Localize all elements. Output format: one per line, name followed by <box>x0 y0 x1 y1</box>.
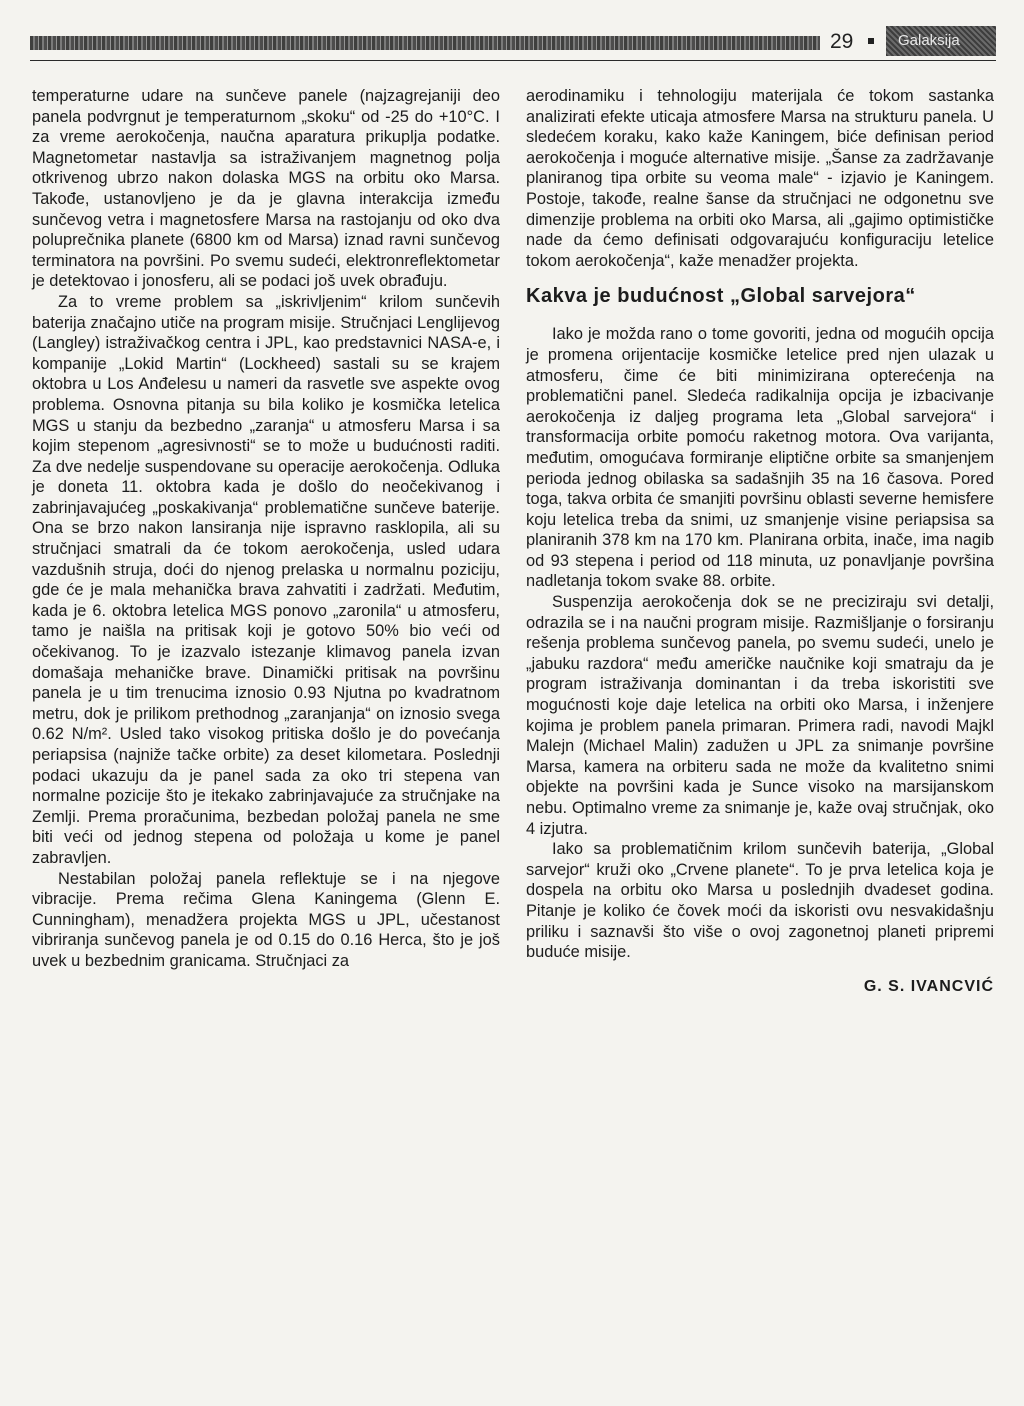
page-number: 29 <box>830 30 854 53</box>
paragraph: Suspenzija aerokočenja dok se ne preciziraju svi detalji, odrazila se i na naučni program misije. Razmišljanje o forsiranju rešenja problema sunčevog panela, po svemu sudeći, unelo je „jabuku razdora“ među američke naučnike koji smatraju da je program istraživanja dominantan i da treba iskoristiti sve mogućnosti koje daje letelica na orbiti oko Marsa, i inženjere kojima je problem panela primaran. Primera radi, navodi Majkl Malejn (Michael Malin) zadužen u JPL za snimanje površine Marsa, kamera na orbiteru sada ne može da kvalitetno snimi objekte na površini kada je Sunce visoko na marsijanskom nebu. Optimalno vreme za snimanje je, kaže ovaj stručnjak, oko 4 izjutra. <box>526 593 994 838</box>
paragraph: aerodinamiku i tehnologiju materijala će tokom sastanka analizirati efekte uticaja atmosfere Marsa na strukturu panela. U sledećem koraku, kako kaže Kaningem, biće definisan period aerokočenja i moguće alternative misije. „Šanse za zadržavanje planiranog tipa orbite su veoma male“ - izjavio je Kaningem. Postoje, takođe, realne šanse da stručnjaci ne odgonetnu sve dimenzije problema na orbiti oko Marsa, ali „gajimo optimističke nade da ćemo definisati odgovarajuću konfiguraciju letelice tokom aerokočenja“, kaže menadžer projekta. <box>526 87 994 270</box>
header-decorative-bar <box>30 36 820 50</box>
right-column <box>526 86 994 997</box>
section-badge: Galaksija <box>886 26 996 56</box>
left-column <box>32 86 500 972</box>
bullet-separator <box>868 38 874 44</box>
section-heading: Kakva je budućnost „Global sarvejora“ <box>526 285 916 308</box>
paragraph: Iako sa problematičnim krilom sunčevih baterija, „Global sarvejor“ kruži oko „Crvene planete“. To je prva letelica koja je dospela na orbitu oko Marsa u poslednjih dvadeset godina. Pitanje je koliko će čovek moći da iskoristi ovu nesvakidašnju priliku i saznavši što više o ovoj zagonetnoj planeti pripremi buduće misije. <box>526 840 994 962</box>
author-byline: G. S. IVANCVIĆ <box>863 977 994 995</box>
paragraph: Nestabilan položaj panela reflektuje se i na njegove vibracije. Prema rečima Glena Kaningema (Glenn E. Cunningham), menadžera projekta MGS u JPL, učestanost vibriranja sunčevog panela je od 0.15 do 0.16 Herca, što je još uvek u bezbednim granicama. Stručnjaci za <box>32 869 500 970</box>
paragraph: Iako je možda rano o tome govoriti, jedna od mogućih opcija je promena orijentacije kosmičke letelice pred njen ulazak u atmosferu, čime će biti minimizirana opterećenja na problematični panel. Sledeća radikalnija opcija je izbacivanje aerokočenja iz daljeg programa leta „Global sarvejora“ i transformacija orbite pomoću raketnog motora. Ova varijanta, međutim, omogućava formiranje eliptične orbite sa smanjenjem perioda jednog obilaska sa sadašnjih 35 na 16 časova. Pored toga, takva orbita će smanjiti površinu oblasti severne hemisfere koju letelica treba da snimi, uz smanjenje visine periapsisa sa planiranih 378 km na 170 km. Planirana orbita, inače, ima nagib od 93 stepena i period od 118 minuta, uz ponavljanje površina nadletanja tokom svake 88. orbite. <box>526 325 994 591</box>
paragraph: Za to vreme problem sa „iskrivljenim“ krilom sunčevih baterija značajno utiče na program misije. Stručnjaci Lenglijevog (Langley) istraživačkog centra i JPL, kao predstavnici NASA-e, i kompanije „Lokid Martin“ (Lockheed) sastali su se krajem oktobra u Los Anđelesu u nameri da rasvetle sve aspekte ovog problema. Osnovna pitanja su bila koliko je kosmička letelica MGS u stanju da bezbedno „zaranja“ u atmosferu Marsa i sa kojim stepenom „agresivnosti“ se to može u budućnosti raditi. Za dve nedelje suspendovane su operacije aerokočenja. Odluka je doneta 11. oktobra kada je došlo do neočekivanog i zabrinjavajućeg „poskakivanja“ problematične sunčeve baterije. Ona se brzo nakon lansiranja nije ispravno rasklopila, ali su stručnjaci smatrali da će tokom aerokočenja, usled udara vazdušnih struja, doći do njenog prelaska u normalnu poziciju, gde će je mala mehanička brava zahvatiti i zadržati. Međutim, kada je 6. oktobra letelica MGS ponovo „zaronila“ u atmosferu, tamo je naišla na pritisak koji je gotovo 50% bio veći od očekivanog. To je izazvalo istezanje klimavog panela izvan domašaja mehaničke brave. Dinamički pritisak na površinu panela je u tim trenucima iznosio 0.93 Njutna po kvadratnom metru, dok je prilikom prethodnog „zaranjanja“ on iznosio svega 0.62 N/m². Usled tako visokog pritiska došlo je do povećanja periapsisa (najniže tačke orbite) za deset kilometara. Poslednji podaci ukazuju da je panel sada za oko tri stepena van normalne pozicije što je itekako zabrinjavajuće za stručnjake na Zemlji. Prema proračunima, bezbedan položaj panela ne sme biti veći od jednog stepena od položaja u kome je panel zabravljen. <box>32 292 500 867</box>
header-rule <box>30 60 996 61</box>
paragraph: temperaturne udare na sunčeve panele (najzagrejaniji deo panela podvrgnut je temperaturnom „skoku“ od -25 do +10°C. I za vreme aerokočenja, naučna aparatura prikuplja podatke. Magnetometar nastavlja sa istraživanjem magnetnog polja otkrivenog ubrzo nakon dolaska MGS na orbitu oko Marsa. Takođe, ustanovljeno je da je glavna interakcija između sunčevog vetra i magnetosfere Marsa na rastojanju od oko dva poluprečnika planete (6800 km od Marsa) iznad ravni sunčevog terminatora na površini. Po svemu sudeći, elektronreflektometar je detektovao i jonosferu, ali se podaci još uvek obrađuju. <box>32 87 500 291</box>
page-header <box>30 26 996 62</box>
